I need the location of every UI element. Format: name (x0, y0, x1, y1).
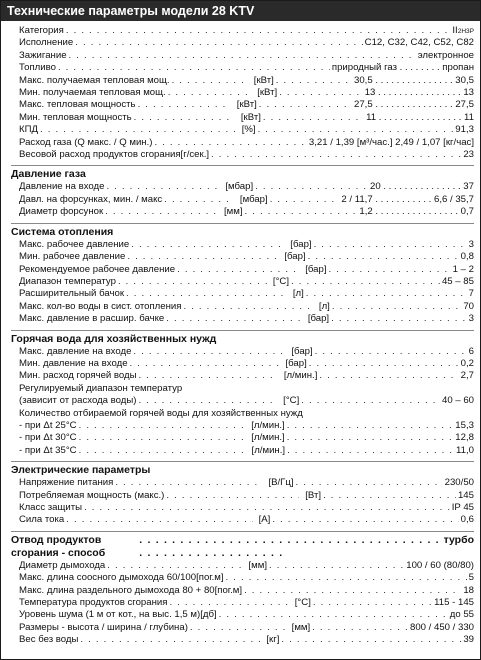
spec-label: Напряжение питания (19, 477, 114, 489)
dot-leader (296, 477, 443, 489)
spec-row (19, 420, 474, 432)
spec-row (19, 346, 474, 358)
spec-row (19, 572, 474, 584)
spec-value: 3 (468, 313, 474, 325)
spec-value: 5 (468, 572, 474, 584)
spec-value: 0,8 (460, 251, 474, 263)
spec-unit: [бар] (305, 263, 327, 275)
spec-unit: [л] (292, 288, 304, 300)
spec-label: (зависит от расхода воды) (19, 395, 137, 407)
spec-row: Категория . . . II 2H3P (19, 25, 474, 37)
dot-leader (115, 477, 262, 489)
dot-leader (139, 534, 441, 560)
section-title (11, 461, 474, 477)
spec-label: Макс. давление в расшир. бачке (19, 313, 165, 325)
spec-unit: [мм] (248, 559, 268, 571)
spec-label: Расход газа (Q макс. / Q мин.) (19, 136, 153, 148)
section-rows (11, 239, 474, 326)
dot-leader (306, 288, 467, 300)
spec-unit: [л/мин.] (283, 370, 318, 382)
spec-label: Давл. на форсунках, мин. / макс (19, 193, 163, 205)
dot-leader (258, 124, 454, 136)
spec-value: 11 . . . . . . . . . . . . . . . . 11 (366, 111, 474, 123)
dot-leader (133, 346, 285, 358)
spec-row (19, 124, 474, 136)
section-title-text: Горячая вода для хозяйственных нужд (11, 332, 217, 345)
dot-leader (154, 137, 306, 149)
dot-leader (118, 276, 267, 288)
dot-leader (169, 597, 288, 609)
dot-leader (134, 112, 235, 124)
spec-label: Макс. получаемая тепловая мощ. (19, 74, 170, 86)
section-title-text: Давление газа (11, 168, 86, 181)
spec-row (19, 75, 474, 87)
spec-unit: [кВт] (240, 111, 261, 123)
spec-label: Давление на входе (19, 181, 105, 193)
dot-leader (190, 622, 286, 634)
dot-leader (312, 622, 408, 634)
spec-value: 15,3 (455, 419, 474, 431)
spec-row (19, 112, 474, 124)
spec-row (19, 477, 474, 489)
spec-label: Зажигание (19, 49, 67, 61)
spec-unit: [Вт] (305, 489, 322, 501)
dot-leader (211, 149, 461, 161)
spec-label: Исполнение (19, 37, 74, 49)
dot-leader (287, 420, 454, 432)
spec-value: 0,6 (460, 514, 474, 526)
dot-leader (287, 445, 454, 457)
section-rows (11, 560, 474, 647)
spec-value: 20 . . . . . . . . . . . . . . . 37 (370, 181, 474, 193)
dot-leader (75, 37, 362, 49)
section-title (11, 531, 474, 560)
spec-label: Весовой расход продуктов сгорания[г/сек.] (19, 149, 210, 161)
spec-label: Мин. расход горячей воды (19, 370, 137, 382)
dot-leader (219, 609, 448, 621)
spec-value: 39 (463, 634, 474, 646)
spec-value: II (452, 25, 458, 36)
spec-row (19, 206, 474, 218)
spec-value: 13 . . . . . . . . . . . . . . . . 13 (364, 87, 474, 99)
spec-unit: [°C] (294, 597, 311, 609)
spec-value: 3 (468, 238, 474, 250)
spec-unit: [бар] (307, 313, 330, 325)
spec-unit: [бар] (284, 251, 306, 263)
dot-leader (40, 124, 236, 136)
spec-title: Технические параметры модели 28 KTV (1, 1, 480, 21)
spec-row (19, 432, 474, 444)
dot-leader (331, 313, 467, 325)
spec-label: Категория (19, 25, 64, 36)
section-title (11, 223, 474, 239)
spec-value: 0,2 (460, 357, 474, 369)
spec-label: Мин. тепловая мощность (19, 111, 132, 123)
spec-label: Макс. рабочее давление (19, 238, 130, 250)
spec-label: Класс защиты (19, 502, 83, 513)
spec-unit: [%] (241, 124, 256, 136)
spec-unit: [мм] (224, 206, 243, 218)
dot-leader (130, 358, 280, 370)
dot-leader (84, 502, 450, 514)
spec-row (19, 301, 474, 313)
spec-label: Мин. получаемая тепловая мощ. (19, 87, 166, 99)
dot-leader (281, 634, 461, 646)
spec-value: 70 (463, 300, 474, 312)
dot-leader (287, 432, 454, 444)
spec-value: 91,3 (455, 124, 474, 136)
spec-label: Макс. кол-во воды в сист. отопления (19, 300, 182, 312)
dot-leader (279, 87, 362, 99)
dot-leader (244, 585, 461, 597)
dot-leader (166, 490, 299, 502)
dot-leader (79, 432, 246, 444)
dot-leader (255, 181, 368, 193)
spec-unit: [мм] (291, 621, 311, 633)
spec-unit: [А] (258, 514, 271, 526)
dot-leader (245, 206, 358, 218)
spec-unit: [бар] (285, 357, 307, 369)
spec-label: КПД (19, 124, 38, 136)
spec-value: 145 (457, 489, 474, 501)
dot-leader (139, 370, 278, 382)
spec-value: 1 – 2 (452, 263, 474, 275)
dot-leader (177, 264, 299, 276)
dot-leader (138, 99, 231, 111)
section-rows (11, 477, 474, 527)
spec-value: 30,5 . . . . . . . . . . . . . . . 30,5 (354, 74, 474, 86)
spec-unit: [мбар] (239, 193, 268, 205)
spec-value: 45 – 85 (441, 275, 474, 287)
section-title-value: турбо (443, 533, 474, 546)
spec-value: 230/50 (444, 477, 474, 489)
section-title-text: Система отопления (11, 225, 114, 238)
spec-value: 3,21 / 1,39 [м³/час.] 2,49 / 1,07 [кг/час] (308, 136, 474, 148)
spec-row (19, 408, 474, 420)
dot-leader (183, 301, 312, 313)
spec-unit: [л/мин.] (251, 432, 285, 444)
spec-row (19, 383, 474, 395)
dot-leader (79, 420, 246, 432)
section-rows (11, 181, 474, 218)
dot-leader (319, 370, 458, 382)
spec-unit: [л] (318, 300, 330, 312)
spec-value: 11,0 (456, 444, 474, 456)
spec-unit: [°C] (272, 275, 290, 287)
spec-label: Мин. давление на входе (19, 357, 128, 369)
section-rows (11, 346, 474, 458)
dot-leader (79, 445, 246, 457)
dot-leader (107, 560, 242, 572)
spec-value: C12, C32, C42, C52, C82 (364, 37, 474, 49)
dot-leader (323, 490, 456, 502)
spec-row (19, 313, 474, 325)
dot-leader (301, 395, 440, 407)
spec-row (19, 137, 474, 149)
dot-leader (259, 99, 352, 111)
dot-leader (276, 75, 352, 87)
section-title (11, 165, 474, 181)
dot-leader (315, 346, 467, 358)
dot-leader (314, 239, 467, 251)
dot-leader (80, 634, 260, 646)
spec-row (19, 251, 474, 263)
spec-value: электронное (417, 49, 474, 61)
spec-row (19, 490, 474, 502)
spec-label: - при Δt 35°C (19, 444, 77, 456)
spec-row (19, 445, 474, 457)
spec-row (19, 194, 474, 206)
spec-value: 27,5 . . . . . . . . . . . . . . . 27,5 (354, 99, 474, 111)
spec-row (19, 99, 474, 111)
dot-leader (66, 514, 252, 526)
spec-label: Диапазон температур (19, 275, 116, 287)
spec-row (19, 597, 474, 609)
spec-label: Макс. длина раздельного дымохода 80 + 80[пог.м] (19, 584, 243, 596)
spec-label: - при Δt 30°C (19, 432, 77, 444)
spec-row (19, 62, 474, 74)
spec-label: Регулируемый диапазон температур (19, 382, 183, 394)
spec-label: Диаметр дымохода (19, 559, 106, 571)
spec-value: 100 / 60 (80/80) (406, 559, 474, 571)
dot-leader (309, 358, 459, 370)
spec-label: Потребляемая мощность (макс.) (19, 489, 165, 501)
dot-leader (105, 206, 218, 218)
dot-leader (127, 251, 278, 263)
spec-label: Количество отбираемой горячей воды для хозяйственных нужд (19, 407, 303, 419)
spec-value: 18 (463, 584, 474, 596)
spec-label: Мин. рабочее давление (19, 251, 126, 263)
spec-row (19, 622, 474, 634)
spec-value: 6 (468, 345, 474, 357)
dot-leader (172, 75, 248, 87)
spec-unit: [бар] (290, 238, 312, 250)
spec-row (19, 370, 474, 382)
spec-value: 2 / 11,7 . . . . . . . . . . . 6,6 / 35,7 (341, 193, 474, 205)
spec-row (19, 87, 474, 99)
spec-unit: [кВт] (257, 87, 278, 99)
spec-label: Уровень шума (1 м от кот., на выс. 1,5 м)[дб] (19, 609, 217, 621)
dot-leader (164, 194, 234, 206)
spec-label: Сила тока (19, 514, 65, 526)
general-specs (11, 25, 474, 161)
spec-row (19, 609, 474, 621)
spec-unit: [л/мин.] (251, 444, 286, 456)
spec-label: Макс. давление на входе (19, 345, 132, 357)
spec-unit: [л/мин.] (251, 419, 285, 431)
spec-value: 12,8 (455, 432, 474, 444)
spec-value: 40 – 60 (441, 395, 474, 407)
spec-unit: [кг] (266, 634, 280, 646)
spec-unit: [кВт] (253, 74, 274, 86)
spec-unit: [кВт] (236, 99, 257, 111)
dot-leader (308, 251, 459, 263)
dot-leader (66, 25, 451, 37)
dot-leader (291, 276, 440, 288)
spec-value: IP 45 (451, 502, 474, 513)
spec-content (1, 21, 480, 647)
spec-value: природный газ . . . . . . . . пропан (331, 62, 474, 74)
spec-row (19, 181, 474, 193)
dot-leader (138, 395, 277, 407)
spec-value: 2,7 (460, 370, 474, 382)
dot-leader (313, 597, 432, 609)
dot-leader (263, 112, 364, 124)
dot-leader (58, 62, 330, 74)
spec-row (19, 149, 474, 161)
spec-label: Макс. длина соосного дымохода 60/100[пог.м] (19, 572, 224, 584)
dot-leader (166, 313, 302, 325)
spec-row (19, 50, 474, 62)
spec-value: 115 - 145 (434, 597, 474, 609)
dot-leader (272, 514, 458, 526)
spec-row (19, 264, 474, 276)
spec-row (19, 514, 474, 526)
section-title (11, 330, 474, 346)
spec-value: 1,2 . . . . . . . . . . . . . . . . 0,7 (359, 206, 474, 218)
spec-row (19, 395, 474, 407)
dot-leader (269, 560, 404, 572)
spec-row (19, 634, 474, 646)
spec-label: Диаметр форсунок (19, 206, 104, 218)
spec-label: Размеры - высота / ширина / глубина) (19, 621, 188, 633)
spec-label: Вес без воды (19, 634, 79, 646)
dot-leader (131, 239, 284, 251)
spec-row (19, 585, 474, 597)
spec-row (19, 502, 474, 514)
spec-label: Расширительный бачок (19, 288, 125, 300)
spec-row (19, 560, 474, 572)
spec-value: 7 (468, 288, 474, 300)
spec-label: Макс. тепловая мощность (19, 99, 136, 111)
spec-label: Топливо (19, 62, 56, 74)
spec-value: 23 (463, 149, 474, 161)
spec-value: до 55 (449, 609, 474, 621)
section-title-text: Электрические параметры (11, 464, 151, 477)
spec-row (19, 276, 474, 288)
spec-row (19, 37, 474, 49)
spec-row (19, 239, 474, 251)
dot-leader (168, 87, 251, 99)
spec-label: Рекомендуемое рабочее давление (19, 263, 176, 275)
spec-row (19, 288, 474, 300)
dot-leader (69, 50, 416, 62)
spec-unit: [мбар] (225, 181, 254, 193)
spec-label: Температура продуктов сгорания (19, 597, 168, 609)
spec-value: 800 / 450 / 330 (409, 621, 474, 633)
spec-unit: [°C] (283, 395, 300, 407)
dot-leader (332, 301, 461, 313)
dot-leader (226, 572, 467, 584)
dot-leader (270, 194, 340, 206)
spec-unit: [бар] (291, 345, 313, 357)
section-title-text: Отвод продуктов сгорания - способ (11, 533, 106, 559)
dot-leader (106, 181, 219, 193)
spec-row (19, 358, 474, 370)
dot-leader (329, 264, 451, 276)
spec-unit: [В/Гц] (268, 477, 294, 489)
dot-leader (126, 288, 287, 300)
spec-label: - при Δt 25°C (19, 419, 77, 431)
